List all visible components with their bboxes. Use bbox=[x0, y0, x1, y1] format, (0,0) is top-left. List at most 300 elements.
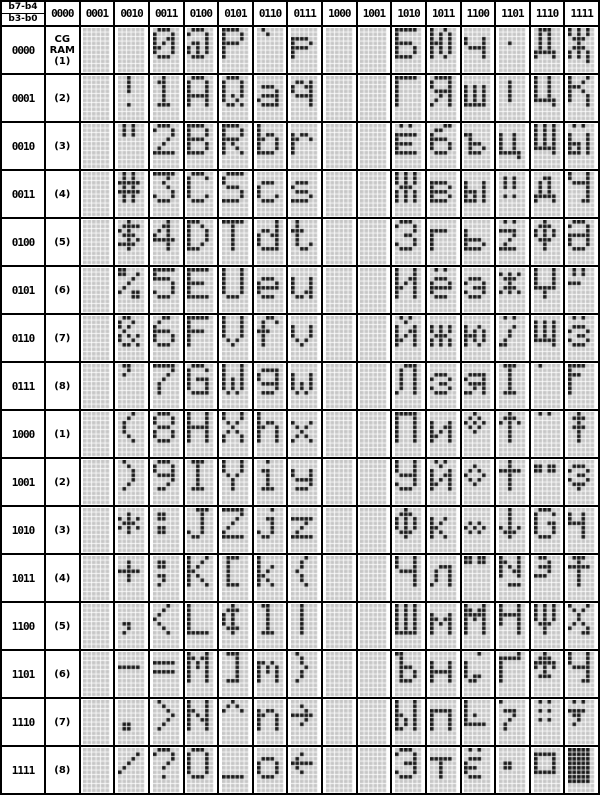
glyph-cell-0011-1000 bbox=[149, 410, 184, 458]
glyph-0001-0111 bbox=[83, 364, 110, 409]
glyph-cell-1001-0001 bbox=[357, 74, 392, 122]
glyph-0010-0111 bbox=[118, 364, 145, 409]
glyph-0101-0101 bbox=[222, 268, 249, 313]
cgram-cell-0110: (7) bbox=[45, 314, 80, 362]
glyph-1101-1100 bbox=[499, 604, 526, 649]
glyph-1111-0011 bbox=[568, 172, 595, 217]
glyph-cell-1010-0100 bbox=[391, 218, 426, 266]
glyph-cell-0111-0001 bbox=[287, 74, 322, 122]
glyph-1011-1100 bbox=[430, 604, 457, 649]
glyph-cell-0001-0110 bbox=[80, 314, 115, 362]
glyph-cell-0010-1011 bbox=[114, 554, 149, 602]
col-header-0011: 0011 bbox=[149, 1, 184, 26]
glyph-0010-0001 bbox=[118, 76, 145, 121]
glyph-1111-0010 bbox=[568, 124, 595, 169]
glyph-cell-0010-1010 bbox=[114, 506, 149, 554]
glyph-cell-1100-0001 bbox=[461, 74, 496, 122]
glyph-cell-0010-1001 bbox=[114, 458, 149, 506]
glyph-cell-1111-0000 bbox=[564, 26, 599, 74]
glyph-cell-1101-1010 bbox=[495, 506, 530, 554]
glyph-cell-1100-0101 bbox=[461, 266, 496, 314]
glyph-cell-0100-0011 bbox=[184, 170, 219, 218]
glyph-cell-1101-0010 bbox=[495, 122, 530, 170]
glyph-0100-1000 bbox=[187, 412, 214, 457]
cgram-cell-1001: (2) bbox=[45, 458, 80, 506]
glyph-0010-1111 bbox=[118, 748, 145, 793]
glyph-cell-1000-0011 bbox=[322, 170, 357, 218]
glyph-cell-0111-1101 bbox=[287, 650, 322, 698]
glyph-cell-0100-0000 bbox=[184, 26, 219, 74]
glyph-0101-0000 bbox=[222, 28, 249, 73]
glyph-0110-0100 bbox=[257, 220, 284, 265]
glyph-cell-0011-0001 bbox=[149, 74, 184, 122]
glyph-cell-1010-1101 bbox=[391, 650, 426, 698]
glyph-cell-0001-1001 bbox=[80, 458, 115, 506]
col-header-1101: 1101 bbox=[495, 1, 530, 26]
glyph-1111-1100 bbox=[568, 604, 595, 649]
glyph-cell-0001-0011 bbox=[80, 170, 115, 218]
glyph-cell-0011-1010 bbox=[149, 506, 184, 554]
glyph-cell-1110-1101 bbox=[530, 650, 565, 698]
glyph-cell-0011-1101 bbox=[149, 650, 184, 698]
glyph-1100-0011 bbox=[464, 172, 491, 217]
glyph-cell-1111-0100 bbox=[564, 218, 599, 266]
glyph-cell-1010-1111 bbox=[391, 746, 426, 794]
glyph-cell-1101-0000 bbox=[495, 26, 530, 74]
glyph-cell-0001-0111 bbox=[80, 362, 115, 410]
glyph-0001-1001 bbox=[83, 460, 110, 505]
glyph-cell-0110-1001 bbox=[253, 458, 288, 506]
glyph-0010-1100 bbox=[118, 604, 145, 649]
glyph-cell-1001-0101 bbox=[357, 266, 392, 314]
col-header-0010: 0010 bbox=[114, 1, 149, 26]
glyph-cell-1001-1000 bbox=[357, 410, 392, 458]
glyph-1111-1111 bbox=[568, 748, 595, 793]
glyph-cell-0100-1000 bbox=[184, 410, 219, 458]
glyph-0100-0000 bbox=[187, 28, 214, 73]
glyph-cell-0100-1010 bbox=[184, 506, 219, 554]
glyph-cell-1110-1010 bbox=[530, 506, 565, 554]
glyph-cell-0101-0110 bbox=[218, 314, 253, 362]
glyph-cell-1011-1000 bbox=[426, 410, 461, 458]
glyph-1101-0100 bbox=[499, 220, 526, 265]
glyph-0100-1010 bbox=[187, 508, 214, 553]
glyph-0010-1101 bbox=[118, 652, 145, 697]
glyph-cell-0110-1101 bbox=[253, 650, 288, 698]
glyph-cell-0110-0110 bbox=[253, 314, 288, 362]
glyph-cell-1111-0111 bbox=[564, 362, 599, 410]
glyph-cell-0001-1100 bbox=[80, 602, 115, 650]
glyph-1010-1000 bbox=[395, 412, 422, 457]
glyph-0101-0110 bbox=[222, 316, 249, 361]
glyph-0100-0011 bbox=[187, 172, 214, 217]
cgram-cell-0100: (5) bbox=[45, 218, 80, 266]
row-header-1011: 1011 bbox=[1, 554, 45, 602]
glyph-0010-0011 bbox=[118, 172, 145, 217]
glyph-cell-1010-0010 bbox=[391, 122, 426, 170]
glyph-cell-0110-1010 bbox=[253, 506, 288, 554]
glyph-cell-1101-0011 bbox=[495, 170, 530, 218]
glyph-1110-1110 bbox=[534, 700, 561, 745]
glyph-1010-1010 bbox=[395, 508, 422, 553]
glyph-cell-1010-1011 bbox=[391, 554, 426, 602]
glyph-1011-1001 bbox=[430, 460, 457, 505]
glyph-cell-0101-0001 bbox=[218, 74, 253, 122]
glyph-1000-1001 bbox=[326, 460, 353, 505]
glyph-0100-0010 bbox=[187, 124, 214, 169]
glyph-cell-0011-1111 bbox=[149, 746, 184, 794]
glyph-1101-0101 bbox=[499, 268, 526, 313]
glyph-cell-1111-0011 bbox=[564, 170, 599, 218]
glyph-cell-0010-0101 bbox=[114, 266, 149, 314]
glyph-cell-0100-0100 bbox=[184, 218, 219, 266]
glyph-cell-0100-0001 bbox=[184, 74, 219, 122]
glyph-0101-1001 bbox=[222, 460, 249, 505]
glyph-1110-0111 bbox=[534, 364, 561, 409]
glyph-cell-1110-1001 bbox=[530, 458, 565, 506]
glyph-cell-0111-1011 bbox=[287, 554, 322, 602]
col-header-0000: 0000 bbox=[45, 1, 80, 26]
glyph-cell-1110-0111 bbox=[530, 362, 565, 410]
glyph-cell-1100-0111 bbox=[461, 362, 496, 410]
glyph-cell-0110-1011 bbox=[253, 554, 288, 602]
glyph-1000-0011 bbox=[326, 172, 353, 217]
glyph-cell-1100-0100 bbox=[461, 218, 496, 266]
glyph-cell-1100-1101 bbox=[461, 650, 496, 698]
glyph-0101-0010 bbox=[222, 124, 249, 169]
glyph-cell-0011-0110 bbox=[149, 314, 184, 362]
glyph-1000-0000 bbox=[326, 28, 353, 73]
glyph-1110-0101 bbox=[534, 268, 561, 313]
glyph-cell-0110-1110 bbox=[253, 698, 288, 746]
glyph-0011-0010 bbox=[153, 124, 180, 169]
glyph-cell-0111-1111 bbox=[287, 746, 322, 794]
glyph-cell-1111-0110 bbox=[564, 314, 599, 362]
glyph-cell-0001-1110 bbox=[80, 698, 115, 746]
glyph-0110-1100 bbox=[257, 604, 284, 649]
glyph-0011-1001 bbox=[153, 460, 180, 505]
glyph-cell-1101-1001 bbox=[495, 458, 530, 506]
glyph-cell-1111-1010 bbox=[564, 506, 599, 554]
glyph-1011-0001 bbox=[430, 76, 457, 121]
glyph-1101-1110 bbox=[499, 700, 526, 745]
glyph-1101-1111 bbox=[499, 748, 526, 793]
glyph-0110-0101 bbox=[257, 268, 284, 313]
glyph-cell-1001-1011 bbox=[357, 554, 392, 602]
glyph-0100-1011 bbox=[187, 556, 214, 601]
glyph-1011-0011 bbox=[430, 172, 457, 217]
glyph-cell-1011-0010 bbox=[426, 122, 461, 170]
glyph-cell-1110-0001 bbox=[530, 74, 565, 122]
glyph-cell-0101-0101 bbox=[218, 266, 253, 314]
glyph-cell-0101-1100 bbox=[218, 602, 253, 650]
row-header-1110: 1110 bbox=[1, 698, 45, 746]
glyph-cell-0011-0100 bbox=[149, 218, 184, 266]
glyph-1010-0001 bbox=[395, 76, 422, 121]
glyph-0111-1110 bbox=[291, 700, 318, 745]
cgram-cell-1110: (7) bbox=[45, 698, 80, 746]
glyph-cell-0011-0111 bbox=[149, 362, 184, 410]
glyph-cell-1011-0001 bbox=[426, 74, 461, 122]
col-header-0101: 0101 bbox=[218, 1, 253, 26]
glyph-cell-0100-0111 bbox=[184, 362, 219, 410]
glyph-cell-0101-0011 bbox=[218, 170, 253, 218]
glyph-cell-1010-1010 bbox=[391, 506, 426, 554]
col-header-1110: 1110 bbox=[530, 1, 565, 26]
row-header-1100: 1100 bbox=[1, 602, 45, 650]
glyph-cell-1000-0110 bbox=[322, 314, 357, 362]
glyph-cell-0001-1101 bbox=[80, 650, 115, 698]
glyph-cell-0010-1111 bbox=[114, 746, 149, 794]
glyph-0100-0110 bbox=[187, 316, 214, 361]
glyph-0001-1100 bbox=[83, 604, 110, 649]
glyph-1000-1111 bbox=[326, 748, 353, 793]
glyph-0111-0111 bbox=[291, 364, 318, 409]
glyph-cell-0011-1001 bbox=[149, 458, 184, 506]
glyph-cell-0011-0000 bbox=[149, 26, 184, 74]
glyph-cell-0001-1000 bbox=[80, 410, 115, 458]
glyph-1011-1110 bbox=[430, 700, 457, 745]
glyph-1010-0100 bbox=[395, 220, 422, 265]
glyph-cell-0010-1100 bbox=[114, 602, 149, 650]
glyph-0011-1101 bbox=[153, 652, 180, 697]
glyph-cell-0101-0111 bbox=[218, 362, 253, 410]
glyph-0011-1010 bbox=[153, 508, 180, 553]
glyph-cell-1000-1111 bbox=[322, 746, 357, 794]
glyph-1011-0111 bbox=[430, 364, 457, 409]
glyph-1110-1010 bbox=[534, 508, 561, 553]
glyph-0010-1011 bbox=[118, 556, 145, 601]
glyph-cell-1101-1110 bbox=[495, 698, 530, 746]
glyph-cell-1110-1000 bbox=[530, 410, 565, 458]
glyph-cell-1001-0000 bbox=[357, 26, 392, 74]
row-header-0000: 0000 bbox=[1, 26, 45, 74]
glyph-1101-1010 bbox=[499, 508, 526, 553]
glyph-cell-1011-0100 bbox=[426, 218, 461, 266]
glyph-cell-0111-1010 bbox=[287, 506, 322, 554]
glyph-cell-1001-1111 bbox=[357, 746, 392, 794]
glyph-0111-0101 bbox=[291, 268, 318, 313]
cgram-cell-1000: (1) bbox=[45, 410, 80, 458]
cgram-cell-1010: (3) bbox=[45, 506, 80, 554]
glyph-0011-1000 bbox=[153, 412, 180, 457]
cgram-cell-0010: (3) bbox=[45, 122, 80, 170]
glyph-cell-1101-1000 bbox=[495, 410, 530, 458]
glyph-1010-0000 bbox=[395, 28, 422, 73]
glyph-cell-1011-0101 bbox=[426, 266, 461, 314]
glyph-cell-0110-0100 bbox=[253, 218, 288, 266]
glyph-1001-1111 bbox=[360, 748, 387, 793]
glyph-0110-1001 bbox=[257, 460, 284, 505]
col-header-0110: 0110 bbox=[253, 1, 288, 26]
glyph-cell-1110-1100 bbox=[530, 602, 565, 650]
glyph-1110-1100 bbox=[534, 604, 561, 649]
glyph-cell-0100-1011 bbox=[184, 554, 219, 602]
glyph-1000-0110 bbox=[326, 316, 353, 361]
glyph-cell-1010-0001 bbox=[391, 74, 426, 122]
glyph-1011-0010 bbox=[430, 124, 457, 169]
glyph-1111-0100 bbox=[568, 220, 595, 265]
glyph-cell-1000-1010 bbox=[322, 506, 357, 554]
glyph-1001-1110 bbox=[360, 700, 387, 745]
row-header-1111: 1111 bbox=[1, 746, 45, 794]
glyph-cell-0111-1000 bbox=[287, 410, 322, 458]
glyph-cell-0110-0001 bbox=[253, 74, 288, 122]
glyph-0011-1111 bbox=[153, 748, 180, 793]
glyph-cell-1100-1011 bbox=[461, 554, 496, 602]
glyph-cell-1101-0001 bbox=[495, 74, 530, 122]
glyph-1101-0001 bbox=[499, 76, 526, 121]
glyph-0001-1010 bbox=[83, 508, 110, 553]
glyph-1001-1001 bbox=[360, 460, 387, 505]
glyph-0110-1111 bbox=[257, 748, 284, 793]
row-header-1101: 1101 bbox=[1, 650, 45, 698]
glyph-0111-0000 bbox=[291, 28, 318, 73]
glyph-cell-0110-0101 bbox=[253, 266, 288, 314]
glyph-0101-1011 bbox=[222, 556, 249, 601]
glyph-0100-1111 bbox=[187, 748, 214, 793]
glyph-cell-0110-0010 bbox=[253, 122, 288, 170]
glyph-1000-0101 bbox=[326, 268, 353, 313]
glyph-1100-1101 bbox=[464, 652, 491, 697]
glyph-0111-1011 bbox=[291, 556, 318, 601]
glyph-cell-1001-0100 bbox=[357, 218, 392, 266]
glyph-0100-1100 bbox=[187, 604, 214, 649]
glyph-cell-1010-0111 bbox=[391, 362, 426, 410]
glyph-1100-1111 bbox=[464, 748, 491, 793]
glyph-1110-0001 bbox=[534, 76, 561, 121]
glyph-0100-1101 bbox=[187, 652, 214, 697]
glyph-0010-0000 bbox=[118, 28, 145, 73]
glyph-1100-1001 bbox=[464, 460, 491, 505]
glyph-cell-1110-1011 bbox=[530, 554, 565, 602]
row-header-1000: 1000 bbox=[1, 410, 45, 458]
glyph-1110-1000 bbox=[534, 412, 561, 457]
glyph-cell-1110-1110 bbox=[530, 698, 565, 746]
row-header-1010: 1010 bbox=[1, 506, 45, 554]
glyph-cell-0011-1110 bbox=[149, 698, 184, 746]
glyph-1010-1101 bbox=[395, 652, 422, 697]
glyph-cell-1110-0100 bbox=[530, 218, 565, 266]
glyph-0010-0110 bbox=[118, 316, 145, 361]
glyph-cell-1010-1000 bbox=[391, 410, 426, 458]
glyph-cell-1110-1111 bbox=[530, 746, 565, 794]
row-header-0010: 0010 bbox=[1, 122, 45, 170]
glyph-cell-0101-0010 bbox=[218, 122, 253, 170]
glyph-cell-0101-1001 bbox=[218, 458, 253, 506]
glyph-cell-1100-1110 bbox=[461, 698, 496, 746]
glyph-1100-0101 bbox=[464, 268, 491, 313]
glyph-cell-0001-0010 bbox=[80, 122, 115, 170]
glyph-1111-1101 bbox=[568, 652, 595, 697]
glyph-cell-1010-0110 bbox=[391, 314, 426, 362]
glyph-cell-0111-1110 bbox=[287, 698, 322, 746]
glyph-0101-1010 bbox=[222, 508, 249, 553]
glyph-cell-1111-1101 bbox=[564, 650, 599, 698]
glyph-1101-1000 bbox=[499, 412, 526, 457]
glyph-0010-0101 bbox=[118, 268, 145, 313]
glyph-1011-0101 bbox=[430, 268, 457, 313]
glyph-cell-0100-0110 bbox=[184, 314, 219, 362]
glyph-cell-1000-0000 bbox=[322, 26, 357, 74]
glyph-cell-0110-1111 bbox=[253, 746, 288, 794]
glyph-cell-1010-0000 bbox=[391, 26, 426, 74]
glyph-cell-1110-0000 bbox=[530, 26, 565, 74]
glyph-0011-0101 bbox=[153, 268, 180, 313]
glyph-0111-0001 bbox=[291, 76, 318, 121]
glyph-cell-1100-1111 bbox=[461, 746, 496, 794]
glyph-1010-1100 bbox=[395, 604, 422, 649]
glyph-cell-0110-1100 bbox=[253, 602, 288, 650]
glyph-1011-1111 bbox=[430, 748, 457, 793]
glyph-1001-1100 bbox=[360, 604, 387, 649]
glyph-cell-0101-1000 bbox=[218, 410, 253, 458]
glyph-1011-1000 bbox=[430, 412, 457, 457]
glyph-0011-1011 bbox=[153, 556, 180, 601]
glyph-1111-1010 bbox=[568, 508, 595, 553]
glyph-cell-1001-1101 bbox=[357, 650, 392, 698]
glyph-0101-1000 bbox=[222, 412, 249, 457]
glyph-0111-1100 bbox=[291, 604, 318, 649]
glyph-cell-1000-1101 bbox=[322, 650, 357, 698]
glyph-cell-1100-0000 bbox=[461, 26, 496, 74]
glyph-cell-0100-0101 bbox=[184, 266, 219, 314]
glyph-1100-0000 bbox=[464, 28, 491, 73]
glyph-cell-1100-0110 bbox=[461, 314, 496, 362]
glyph-cell-1100-0011 bbox=[461, 170, 496, 218]
glyph-1000-0010 bbox=[326, 124, 353, 169]
glyph-cell-0001-1010 bbox=[80, 506, 115, 554]
glyph-cell-0110-0000 bbox=[253, 26, 288, 74]
glyph-0001-0001 bbox=[83, 76, 110, 121]
glyph-cell-1001-1110 bbox=[357, 698, 392, 746]
glyph-0111-1010 bbox=[291, 508, 318, 553]
glyph-cell-0111-0110 bbox=[287, 314, 322, 362]
col-header-1001: 1001 bbox=[357, 1, 392, 26]
glyph-cell-1111-1100 bbox=[564, 602, 599, 650]
glyph-cell-1101-1100 bbox=[495, 602, 530, 650]
glyph-0100-0100 bbox=[187, 220, 214, 265]
glyph-cell-1011-1100 bbox=[426, 602, 461, 650]
glyph-1001-0101 bbox=[360, 268, 387, 313]
glyph-cell-1100-0010 bbox=[461, 122, 496, 170]
glyph-0001-0010 bbox=[83, 124, 110, 169]
row-header-0110: 0110 bbox=[1, 314, 45, 362]
glyph-1010-0110 bbox=[395, 316, 422, 361]
glyph-0110-1010 bbox=[257, 508, 284, 553]
glyph-1011-0100 bbox=[430, 220, 457, 265]
glyph-1000-1101 bbox=[326, 652, 353, 697]
glyph-1111-0111 bbox=[568, 364, 595, 409]
glyph-0001-1101 bbox=[83, 652, 110, 697]
glyph-cell-1000-0101 bbox=[322, 266, 357, 314]
glyph-cell-0010-0011 bbox=[114, 170, 149, 218]
glyph-0101-0011 bbox=[222, 172, 249, 217]
glyph-1110-0100 bbox=[534, 220, 561, 265]
cgram-cell-0101: (6) bbox=[45, 266, 80, 314]
glyph-1110-0010 bbox=[534, 124, 561, 169]
corner-label-b7b4: b7-b4 bbox=[2, 2, 44, 14]
glyph-cell-0111-1001 bbox=[287, 458, 322, 506]
glyph-1111-1000 bbox=[568, 412, 595, 457]
glyph-1100-1000 bbox=[464, 412, 491, 457]
glyph-0111-1000 bbox=[291, 412, 318, 457]
glyph-cell-0111-0011 bbox=[287, 170, 322, 218]
glyph-0110-1011 bbox=[257, 556, 284, 601]
glyph-cell-0111-0111 bbox=[287, 362, 322, 410]
glyph-1010-1111 bbox=[395, 748, 422, 793]
glyph-0111-1001 bbox=[291, 460, 318, 505]
